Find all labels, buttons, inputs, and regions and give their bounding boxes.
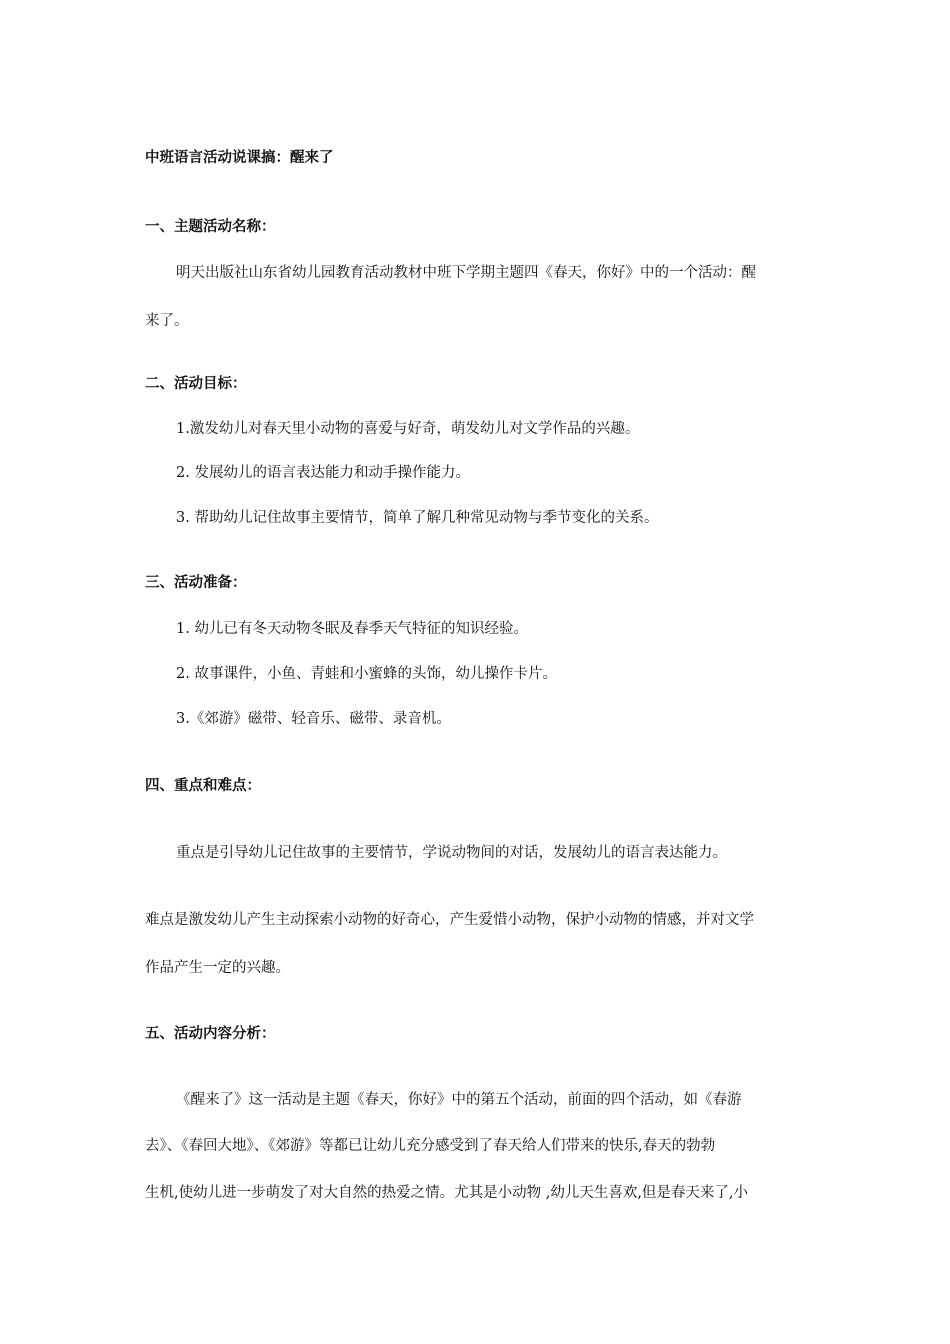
section-4-line-2: 难点是激发幼儿产生主动探索小动物的好奇心，产生爱惜小动物，保护小动物的情感，并对文学: [145, 912, 754, 928]
section-4-heading: 四、重点和难点：: [145, 778, 261, 794]
section-5-heading: 五、活动内容分析：: [145, 1026, 276, 1042]
section-2-line-3: 3. 帮助幼儿记住故事主要情节，简单了解几种常见动物与季节变化的关系。: [176, 510, 659, 526]
section-1-line-2: 来了。: [145, 313, 189, 329]
document-title: 中班语言活动说课搞：醒来了: [145, 150, 334, 166]
section-5-line-3: 生机,使幼儿进一步萌发了对大自然的热爱之情。尤其是小动物 ,幼儿天生喜欢,但是春天来了,小: [145, 1185, 749, 1201]
section-2-line-1: 1.激发幼儿对春天里小动物的喜爱与好奇，萌发幼儿对文学作品的兴趣。: [176, 421, 640, 437]
section-3-line-3: 3.《郊游》磁带、轻音乐、磁带、录音机。: [176, 711, 451, 727]
section-3-line-1: 1. 幼儿已有冬天动物冬眠及春季天气特征的知识经验。: [176, 621, 528, 637]
section-2-heading: 二、活动目标：: [145, 376, 247, 392]
section-1-line-1: 明天出版社山东省幼儿园教育活动教材中班下学期主题四《春天，你好》中的一个活动：醒: [176, 265, 756, 281]
section-4-line-3: 作品产生一定的兴趣。: [145, 960, 290, 976]
section-4-line-1: 重点是引导幼儿记住故事的主要情节，学说动物间的对话，发展幼儿的语言表达能力。: [176, 845, 727, 861]
section-3-line-2: 2. 故事课件，小鱼、青蛙和小蜜蜂的头饰，幼儿操作卡片。: [176, 666, 557, 682]
section-2-line-2: 2. 发展幼儿的语言表达能力和动手操作能力。: [176, 465, 470, 481]
section-5-line-1: 《醒来了》这一活动是主题《春天，你好》中的第五个活动，前面的四个活动，如《春游: [176, 1092, 742, 1108]
section-5-line-2: 去》、《春回大地》、《郊游》等都已让幼儿充分感受到了春天给人们带来的快乐,春天的勃勃: [145, 1138, 716, 1154]
section-1-heading: 一、主题活动名称：: [145, 219, 276, 235]
section-3-heading: 三、活动准备：: [145, 575, 247, 591]
